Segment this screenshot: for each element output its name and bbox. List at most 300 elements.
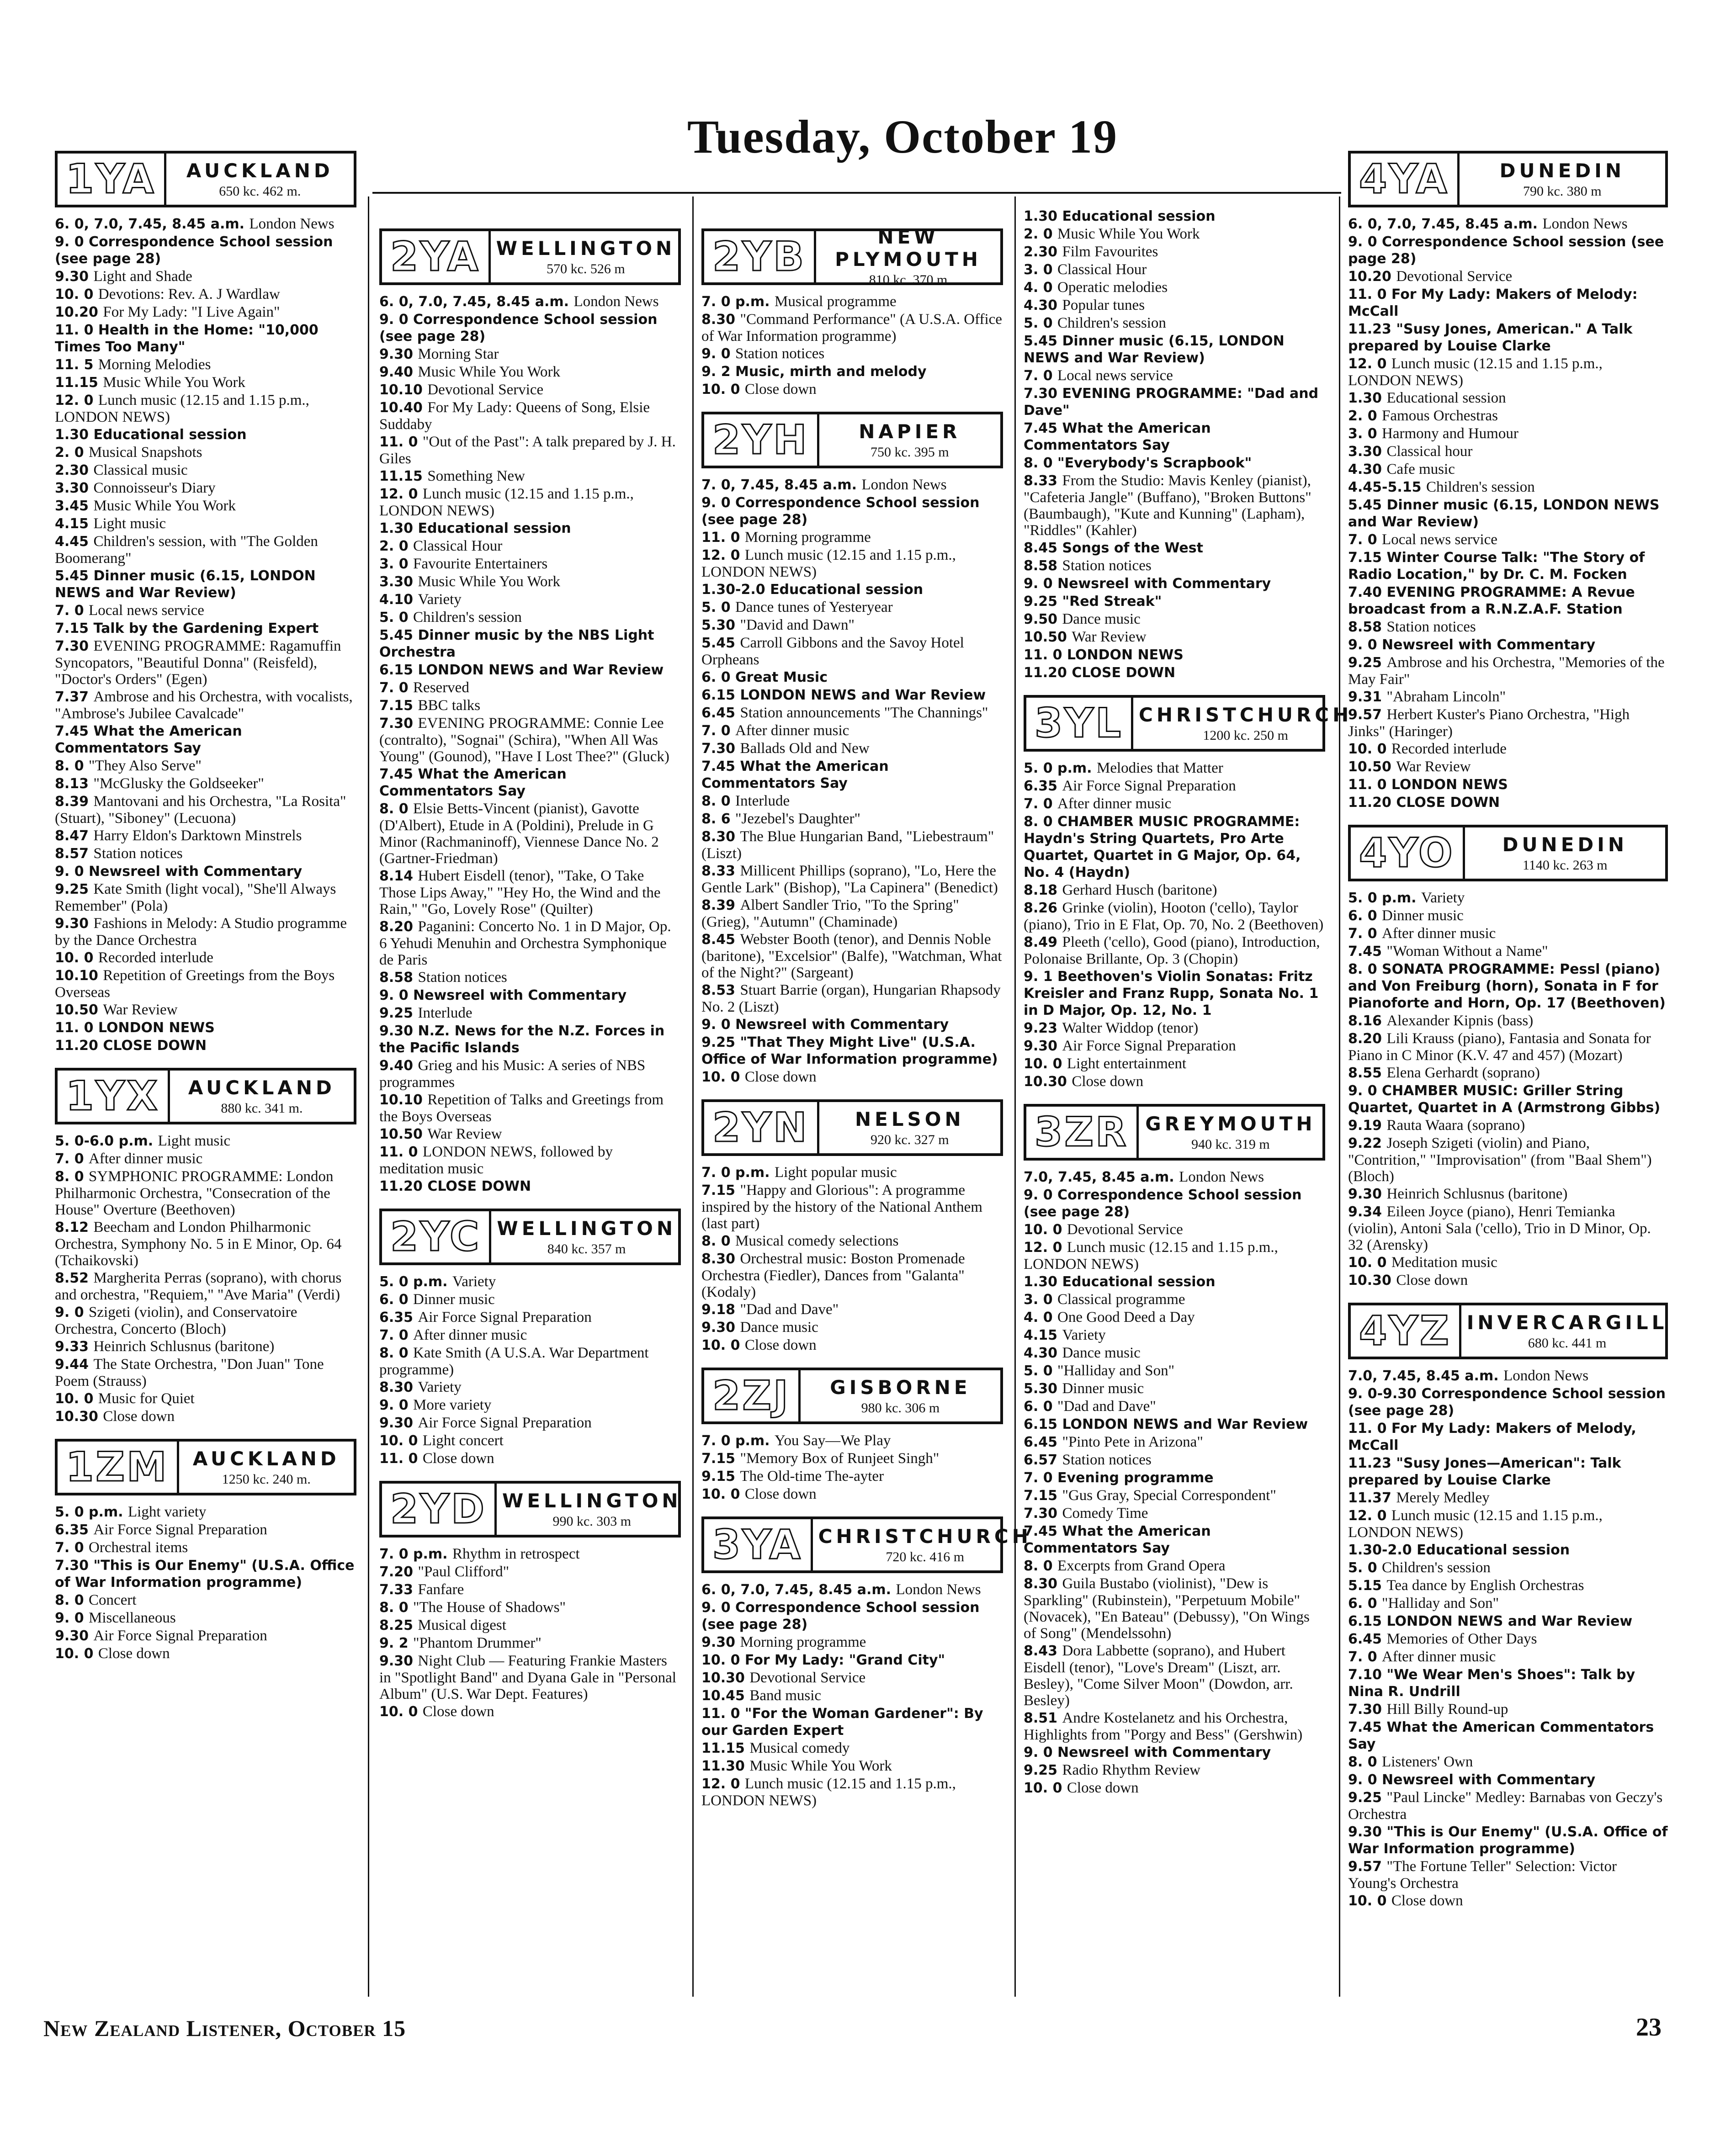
program-description: "Susy Jones, American." A Talk prepared by Louise Clarke	[1348, 321, 1633, 354]
program-description: N.Z. News for the N.Z. Forces in the Pacific Islands	[379, 1023, 665, 1056]
program-description: LONDON NEWS and War Review	[1062, 1416, 1308, 1432]
program-time: 8.30	[701, 829, 740, 845]
program-description: Miscellaneous	[89, 1610, 176, 1626]
program-time: 8. 0	[379, 1600, 414, 1616]
program-listing	[701, 381, 1003, 398]
program-time: 10.50	[379, 1126, 428, 1142]
program-time: 9. 0	[701, 346, 736, 362]
program-listing	[55, 392, 356, 425]
program-description: Fashions in Melody: A Studio programme by the Dance Orchestra	[55, 915, 347, 949]
program-listing	[1024, 1363, 1325, 1379]
program-listing	[1024, 813, 1325, 881]
program-time: 2. 0	[1348, 408, 1382, 424]
program-listing	[1348, 321, 1668, 355]
program-time: 9. 0	[379, 987, 414, 1003]
program-description: Carroll Gibbons and the Savoy Hotel Orpheans	[701, 635, 964, 668]
program-listing	[55, 268, 356, 285]
program-time: 7.30	[1348, 1702, 1387, 1718]
program-description: Alexander Kipnis (bass)	[1386, 1013, 1534, 1029]
program-time: 12. 0	[701, 547, 745, 563]
program-description: Music While You Work	[418, 364, 560, 380]
program-description: SONATA PROGRAMME: Pessl (piano) and Von Freiburg (horn), Sonata in F for Pianoforte and Horn, Op. 17 (Beethoven)	[1348, 961, 1666, 1011]
program-listing	[55, 602, 356, 619]
program-description: Tea dance by English Orchestras	[1386, 1577, 1584, 1594]
program-listing	[55, 827, 356, 844]
program-time: 4.15	[1024, 1327, 1062, 1343]
program-time: 8.39	[701, 897, 740, 913]
station-header	[55, 151, 356, 207]
program-listing	[701, 1468, 1003, 1485]
program-time: 10.30	[701, 1670, 750, 1686]
program-time: 7.20	[379, 1564, 418, 1580]
program-time: 9.30	[1348, 1186, 1387, 1202]
program-description: After dinner music	[1057, 795, 1172, 812]
program-description: CLOSE DOWN	[103, 1038, 207, 1054]
program-listing	[55, 515, 356, 532]
program-description: Educational session	[418, 520, 571, 536]
program-description: Band music	[749, 1687, 822, 1704]
program-description: Newsreel with Commentary	[1382, 637, 1596, 653]
program-description: After dinner music	[89, 1151, 203, 1167]
program-time: 11.20	[1348, 795, 1396, 811]
program-description: London News	[573, 293, 659, 310]
program-time: 9.30	[1348, 1824, 1387, 1840]
program-description: Newsreel with Commentary	[735, 1017, 949, 1033]
station-call-sign: 4YA	[1351, 154, 1460, 205]
program-listing	[1348, 1135, 1668, 1185]
program-description: Correspondence School session (see page 28)	[1348, 234, 1664, 267]
program-description: For My Lady: "I Live Again"	[103, 304, 280, 320]
program-time: 8.30	[701, 1251, 740, 1267]
program-time: 6.15	[1348, 1613, 1387, 1629]
program-listing	[379, 766, 681, 800]
program-time: 8.26	[1024, 900, 1062, 916]
program-time: 11.23	[1348, 1455, 1396, 1471]
program-description: CLOSE DOWN	[1072, 665, 1176, 681]
program-time: 5.15	[1348, 1578, 1387, 1594]
program-description: Something New	[427, 468, 525, 484]
program-time: 11.15	[55, 375, 103, 391]
station-header	[701, 1516, 1032, 1573]
program-listing	[1348, 741, 1668, 758]
program-listing	[55, 758, 356, 774]
program-time: 10.45	[701, 1688, 750, 1704]
program-time: 9.31	[1348, 689, 1387, 705]
program-time: 4. 0	[1024, 280, 1058, 296]
program-description: Gerhard Husch (baritone)	[1062, 882, 1217, 898]
program-time: 5. 0-6.0 p.m.	[55, 1133, 158, 1149]
program-description: Excerpts from Grand Opera	[1057, 1558, 1226, 1574]
program-listing	[1024, 629, 1325, 646]
program-listing	[1024, 1505, 1325, 1522]
station-city: GREYMOUTH	[1145, 1112, 1316, 1135]
program-description: Close down	[744, 1486, 817, 1502]
program-description: Ambrose and his Orchestra, with vocalists, "Ambrose's Jubilee Cavalcade"	[55, 689, 353, 722]
program-listing	[701, 687, 1003, 704]
program-listing	[1348, 443, 1668, 460]
program-description: LONDON NEWS	[1391, 777, 1508, 793]
program-description: Radio Rhythm Review	[1062, 1762, 1200, 1778]
column-divider	[1339, 196, 1340, 1997]
program-listing	[55, 793, 356, 827]
program-description: LONDON NEWS and War Review	[418, 662, 664, 678]
program-description: "Dad and Dave"	[740, 1301, 839, 1318]
station-call-sign: 1ZM	[58, 1442, 179, 1493]
program-description: Memories of Other Days	[1386, 1631, 1537, 1647]
program-time: 9. 0	[379, 1397, 414, 1413]
program-description: Morning Melodies	[98, 356, 211, 373]
program-time: 10.30	[55, 1409, 103, 1425]
program-time: 3.45	[55, 498, 94, 514]
program-listing	[1024, 455, 1325, 472]
program-time: 11. 0	[379, 434, 423, 450]
program-listing	[55, 1628, 356, 1644]
program-listing	[701, 617, 1003, 634]
program-time: 8.53	[701, 982, 740, 998]
program-listing	[379, 1635, 681, 1652]
program-description: Children's session	[1382, 1559, 1491, 1576]
program-listing	[55, 723, 356, 757]
program-time: 8. 0	[1024, 814, 1058, 830]
program-description: Favourite Entertainers	[413, 556, 548, 572]
program-description: Morning programme	[740, 1634, 866, 1650]
program-listing	[1024, 647, 1325, 663]
program-listing	[1348, 706, 1668, 740]
program-time: 9.44	[55, 1357, 94, 1373]
program-description: "Woman Without a Name"	[1386, 943, 1548, 960]
program-time: 5. 0	[1024, 1363, 1058, 1379]
program-description: Station notices	[93, 845, 183, 862]
program-listing	[1348, 1065, 1668, 1082]
program-description: Variety	[452, 1273, 496, 1290]
page-title: Tuesday, October 19	[687, 111, 1118, 163]
program-time: 8.58	[1024, 558, 1062, 574]
program-time: 10. 0	[55, 1391, 98, 1407]
program-time: 8.30	[701, 312, 740, 328]
program-description: Lunch music (12.15 and 1.15 p.m., LONDON NEWS)	[1348, 1507, 1603, 1541]
program-description: Rhythm in retrospect	[452, 1546, 580, 1562]
program-description: Famous Orchestras	[1382, 408, 1498, 424]
program-description: Lunch music (12.15 and 1.15 p.m., LONDON NEWS)	[701, 547, 956, 580]
program-description: Newsreel with Commentary	[89, 864, 303, 880]
program-listing	[379, 868, 681, 917]
program-description: What the American Commentators Say	[55, 723, 242, 756]
program-description: Station notices	[735, 345, 825, 362]
program-description: Correspondence School session (see page 28)	[701, 495, 980, 528]
program-listing	[1024, 226, 1325, 243]
program-description: Children's session	[1057, 315, 1166, 331]
program-listing	[701, 1337, 1003, 1354]
program-listing	[1024, 1416, 1325, 1433]
program-listing	[379, 556, 681, 573]
program-listing	[379, 1703, 681, 1720]
program-listing	[1024, 1523, 1325, 1557]
program-listing	[1024, 1221, 1325, 1238]
program-listing	[1348, 1117, 1668, 1134]
program-description: Music While You Work	[749, 1758, 892, 1774]
program-time: 8.33	[1024, 473, 1062, 489]
program-time: 6. 0	[1348, 1596, 1382, 1612]
program-description: Light popular music	[775, 1164, 897, 1181]
program-listing	[1348, 216, 1668, 233]
program-listing	[55, 322, 356, 355]
program-time: 12. 0	[701, 1776, 745, 1792]
program-time: 9.30	[379, 1415, 418, 1431]
program-description: Air Force Signal Preparation	[93, 1522, 267, 1538]
program-listing	[379, 1379, 681, 1396]
station-frequency: 1250 kc. 240 m.	[222, 1471, 311, 1487]
program-time: 2.30	[55, 462, 94, 478]
program-time: 8.39	[55, 794, 94, 810]
program-listing	[701, 1251, 1003, 1300]
station-call-sign: 2YB	[704, 231, 816, 282]
program-time: 8.58	[379, 970, 418, 986]
station-meta	[491, 231, 681, 282]
program-time: 12. 0	[1348, 1508, 1391, 1524]
program-time: 9.57	[1348, 707, 1387, 723]
program-listing	[55, 845, 356, 862]
program-description: Close down	[98, 1645, 170, 1662]
station-frequency: 840 kc. 357 m	[547, 1241, 626, 1257]
program-description: Kate Smith (A U.S.A. War Department programme)	[379, 1345, 649, 1378]
program-description: Orchestral items	[89, 1539, 188, 1556]
program-listing	[701, 1705, 1003, 1739]
program-time: 5.45	[379, 627, 418, 643]
program-listing	[1024, 208, 1325, 225]
program-description: Newsreel with Commentary	[1382, 1772, 1596, 1788]
program-description: From the Studio: Mavis Kenley (pianist), "Cafeteria Jangle" (Buffano), "Broken Buttons" (Baumbaugh), "Kute and Kunning" (Lapham), "Riddles" (Kahler)	[1024, 472, 1311, 539]
program-listing	[1348, 1254, 1668, 1271]
program-time: 7.15	[379, 698, 418, 714]
program-time: 2. 0	[55, 445, 89, 461]
program-description: After dinner music	[413, 1327, 527, 1343]
column-5	[1348, 137, 1668, 1910]
program-time: 2.30	[1024, 244, 1062, 260]
program-listing	[379, 346, 681, 363]
program-listing	[1348, 1754, 1668, 1771]
program-listing	[1348, 355, 1668, 389]
program-time: 6. 0	[701, 669, 736, 685]
program-time: 8. 0	[701, 1233, 736, 1249]
station-frequency: 1200 kc. 250 m	[1203, 727, 1288, 743]
program-listing	[701, 1634, 1003, 1651]
program-time: 11.15	[379, 468, 428, 484]
program-description: Beethoven's Violin Sonatas: Fritz Kreisler and Franz Rupp, Sonata No. 1 in D Major, Op. 12, No. 1	[1024, 969, 1319, 1018]
program-description: Grieg and his Music: A series of NBS programmes	[379, 1057, 646, 1091]
program-time: 4.30	[1024, 1345, 1062, 1361]
program-time: 11. 0	[1348, 1421, 1391, 1437]
program-description: Music for Quiet	[98, 1390, 195, 1407]
program-listing	[379, 1415, 681, 1432]
program-listing	[379, 662, 681, 679]
program-time: 9.25	[55, 881, 94, 897]
program-time: 5. 0 p.m.	[379, 1274, 453, 1290]
program-time: 9.33	[55, 1339, 94, 1355]
program-time: 11.23	[1348, 321, 1396, 337]
program-description: Children's session	[413, 609, 522, 626]
program-description: After dinner music	[1382, 1649, 1496, 1665]
program-time: 10. 0	[1024, 1780, 1067, 1796]
program-time: 7.30	[55, 1558, 94, 1574]
program-description: Educational session	[93, 427, 247, 443]
program-description: "Dad and Dave"	[1057, 1398, 1156, 1415]
program-time: 6.35	[55, 1522, 94, 1538]
program-description: "Susy Jones—American": Talk prepared by Louise Clarke	[1348, 1455, 1621, 1488]
program-listing	[1348, 794, 1668, 811]
station-call-sign: 1YX	[58, 1071, 170, 1122]
program-time: 11.20	[55, 1038, 103, 1054]
program-time: 9. 0	[55, 1304, 89, 1320]
program-time: 4.10	[379, 592, 418, 608]
program-listing	[1024, 297, 1325, 314]
program-description: Close down	[744, 381, 817, 398]
program-description: The State Orchestra, "Don Juan" Tone Poem (Strauss)	[55, 1356, 324, 1389]
column-2	[379, 215, 681, 1721]
program-time: 9. 0-9.30	[1348, 1386, 1422, 1402]
program-description: Close down	[1391, 1893, 1463, 1909]
program-time: 8. 0	[55, 1169, 89, 1185]
station-city: NELSON	[855, 1108, 965, 1130]
column-3	[701, 215, 1032, 1810]
station-city: DUNEDIN	[1499, 159, 1625, 182]
program-listing	[1348, 776, 1668, 793]
program-time: 7.30	[55, 638, 94, 654]
program-time: 2. 0	[1024, 226, 1058, 242]
station-frequency: 1140 kc. 263 m	[1523, 857, 1608, 873]
program-time: 8.30	[379, 1379, 418, 1395]
program-description: Music While You Work	[1057, 226, 1200, 242]
program-listing	[1024, 1327, 1325, 1344]
program-description: "Gus Gray, Special Correspondent"	[1062, 1487, 1276, 1504]
program-description: Grinke (violin), Hooton ('cello), Taylor (piano), Trio in E Flat, Op. 70, No. 2 (Beethoven)	[1024, 900, 1324, 933]
program-description: London News	[1503, 1368, 1589, 1384]
program-time: 11.37	[1348, 1490, 1396, 1506]
program-time: 10.50	[1348, 759, 1396, 775]
program-time: 6. 0, 7.0, 7.45, 8.45 a.m.	[379, 294, 574, 310]
program-description: "Abraham Lincoln"	[1386, 689, 1506, 705]
program-listing	[701, 1301, 1003, 1318]
program-description: Devotional Service	[427, 382, 544, 398]
program-description: Close down	[422, 1703, 494, 1720]
program-description: Repetition of Greetings from the Boys Overseas	[55, 967, 335, 1001]
program-listing	[701, 1581, 1003, 1598]
program-listing	[1348, 390, 1668, 407]
program-time: 7.45	[1024, 420, 1062, 436]
program-time: 6.45	[1024, 1434, 1062, 1450]
program-description: Air Force Signal Preparation	[1062, 778, 1236, 794]
station-frequency: 750 kc. 395 m	[870, 444, 949, 460]
program-time: 7.15	[701, 1182, 740, 1198]
program-description: What the American Commentators Say	[701, 758, 889, 791]
program-listing	[55, 1645, 356, 1662]
station-header	[1348, 151, 1668, 207]
program-description: Rauta Waara (soprano)	[1386, 1117, 1525, 1134]
program-listing	[55, 444, 356, 461]
program-time: 8. 0	[701, 793, 736, 809]
program-time: 7. 0	[1024, 1470, 1058, 1486]
program-time: 3. 0	[379, 556, 414, 572]
program-listing	[379, 1653, 681, 1702]
program-description: Variety	[1421, 890, 1465, 906]
station-header	[55, 1439, 356, 1495]
program-description: Variety	[1062, 1327, 1106, 1343]
program-time: 10. 0	[1024, 1056, 1067, 1072]
program-description: SYMPHONIC PROGRAMME: London Philharmonic Orchestra, "Consecration of the House" Overture (Beethoven)	[55, 1168, 334, 1218]
program-listing	[1024, 1434, 1325, 1451]
program-time: 4.45-5.15	[1348, 479, 1426, 495]
program-description: Classical programme	[1057, 1291, 1185, 1308]
program-description: After dinner music	[1382, 925, 1496, 942]
program-time: 1.30	[1024, 1274, 1062, 1290]
program-description: Winter Course Talk: "The Story of Radio Location," by Dr. C. M. Focken	[1348, 550, 1645, 583]
column-1	[55, 137, 356, 1663]
program-listing	[379, 1023, 681, 1056]
program-listing	[379, 1273, 681, 1290]
station-city: GISBORNE	[830, 1376, 971, 1399]
program-listing	[55, 1504, 356, 1521]
program-time: 7. 0 p.m.	[701, 1433, 775, 1449]
program-listing	[55, 1557, 356, 1591]
program-description: Dinner music (6.15, LONDON NEWS and War Review)	[55, 568, 316, 601]
program-listing	[701, 494, 1003, 528]
station-meta	[1465, 827, 1665, 879]
program-time: 7.45	[1024, 1523, 1062, 1539]
program-time: 8.47	[55, 828, 94, 844]
program-description: Comedy Time	[1062, 1505, 1148, 1522]
program-listing	[701, 705, 1003, 721]
program-listing	[701, 311, 1003, 345]
program-listing	[701, 1069, 1003, 1086]
station-city: INVERCARGILL	[1466, 1311, 1668, 1334]
program-description: "Paul Lincke" Medley: Barnabas von Geczy's Orchestra	[1348, 1789, 1663, 1823]
program-listing	[1348, 1824, 1668, 1857]
program-listing	[1348, 1666, 1668, 1700]
program-listing	[701, 1016, 1003, 1033]
station-call-sign: 1YA	[58, 154, 166, 205]
station-city: CHRISTCHURCH	[1139, 703, 1353, 726]
program-time: 9.30	[55, 916, 94, 932]
program-description: Eileen Joyce (piano), Henri Temianka (violin), Antoni Sala ('cello), Trio in D Minor, Op. 32 (Arensky)	[1348, 1204, 1651, 1253]
program-listing	[701, 1319, 1003, 1336]
station-call-sign: 2YC	[382, 1211, 491, 1262]
program-description: Educational session	[1417, 1542, 1570, 1558]
program-time: 8.20	[379, 919, 418, 935]
station-frequency: 940 kc. 319 m	[1191, 1136, 1270, 1152]
program-listing	[379, 1581, 681, 1598]
program-description: Heinrich Schlusnus (baritone)	[93, 1338, 275, 1355]
program-listing	[1348, 890, 1668, 907]
station-city: WELLINGTON	[497, 1217, 676, 1240]
program-description: The Old-time The-ayter	[740, 1468, 884, 1485]
program-description: "For the Woman Gardener": By our Garden Expert	[701, 1706, 983, 1739]
program-time: 11. 0	[701, 1706, 745, 1722]
program-listing	[1024, 472, 1325, 539]
program-description: Dance music	[740, 1319, 818, 1336]
program-time: 3. 0	[1348, 426, 1382, 442]
program-time: 7.45	[55, 723, 94, 739]
program-listing	[1024, 1291, 1325, 1308]
program-listing	[379, 1327, 681, 1344]
program-listing	[1348, 1701, 1668, 1718]
program-time: 9. 2	[379, 1635, 414, 1651]
station-call-sign: 2YD	[382, 1484, 497, 1535]
program-listing	[1024, 1073, 1325, 1090]
program-description: Harmony and Humour	[1382, 425, 1518, 442]
program-listing	[55, 374, 356, 391]
program-description: Herbert Kuster's Piano Orchestra, "High Jinks" (Haringer)	[1348, 706, 1630, 740]
program-listing	[701, 793, 1003, 810]
program-listing	[55, 1270, 356, 1303]
